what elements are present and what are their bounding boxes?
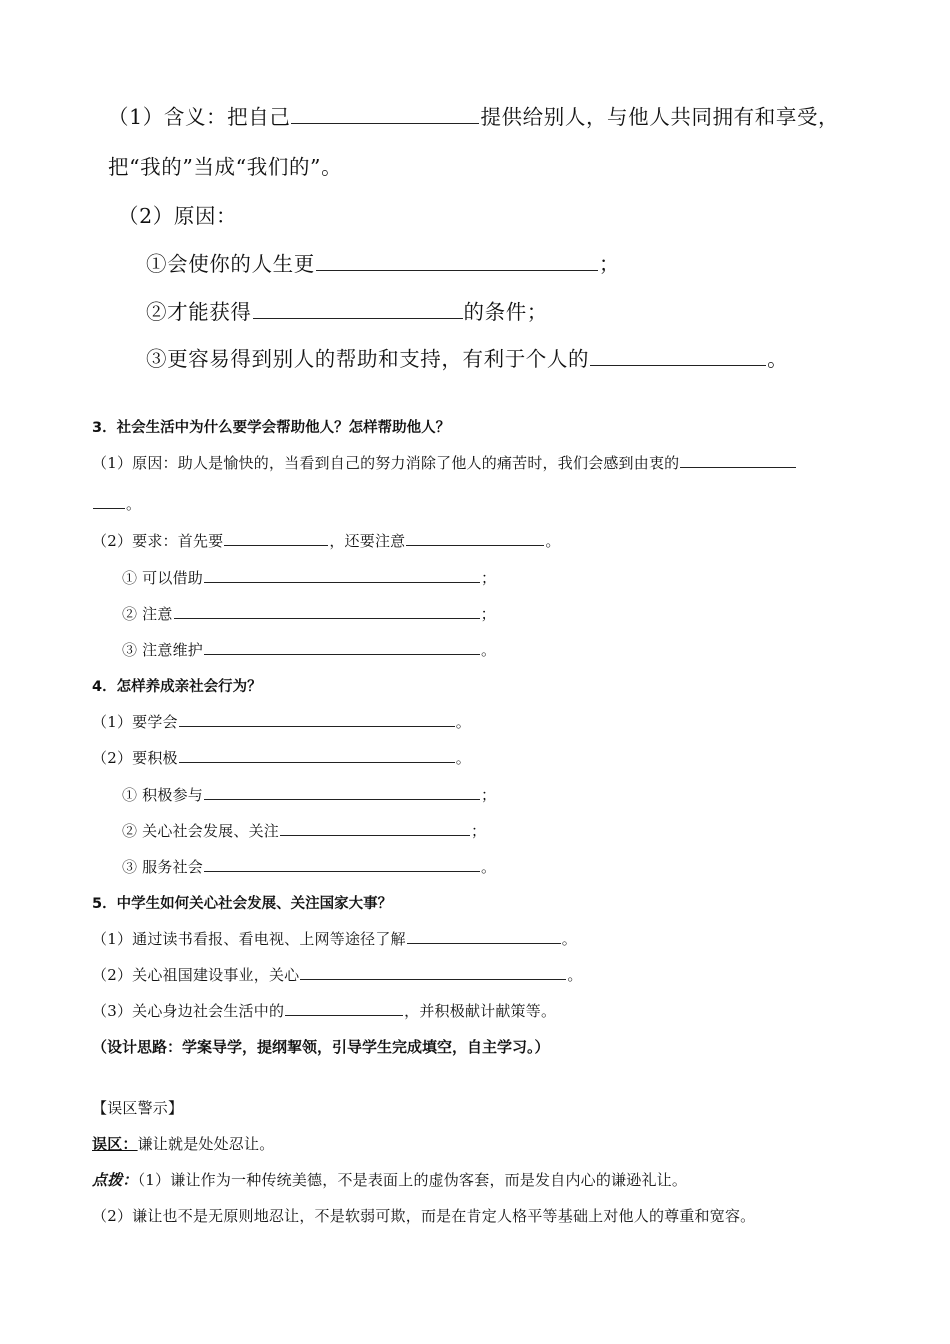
blank-field[interactable]: [179, 711, 455, 727]
blank-field[interactable]: [204, 856, 480, 872]
section-4-item-2: [92, 747, 471, 768]
design-note: （设计思路：学案导学，提纲挈领，引导学生完成填空，自主学习。）: [92, 1038, 550, 1056]
reason-label: （2）原因：: [118, 204, 238, 228]
punctuation: 。: [767, 347, 789, 371]
reason-item-2: [146, 295, 548, 325]
section-5-item-3: [92, 1000, 556, 1021]
requirement-label: （2）要求：首先要: [92, 532, 224, 550]
blank-field[interactable]: [291, 103, 479, 125]
misconception-text: 谦让就是处处忍让。: [137, 1135, 275, 1153]
section-4-heading: 4．怎样养成亲社会行为？: [92, 679, 262, 695]
blank-field[interactable]: [406, 530, 544, 546]
reason-item-1: [146, 247, 620, 277]
reason-text: （1）原因：助人是愉快的，当看到自己的努力消除了他人的痛苦时，我们会感到由衷的: [92, 454, 680, 472]
blank-field[interactable]: [93, 493, 125, 509]
tip-label: 点拨：: [92, 1171, 138, 1189]
blank-field[interactable]: [204, 639, 480, 655]
punctuation: 。: [567, 966, 583, 984]
reason-item-3: [146, 342, 788, 372]
punctuation: 。: [455, 713, 471, 731]
blank-field[interactable]: [285, 1000, 403, 1016]
blank-field[interactable]: [280, 820, 470, 836]
section-5-item-1: [92, 928, 577, 949]
misconception-label: 误区：: [92, 1135, 138, 1153]
blank-field[interactable]: [407, 928, 561, 944]
blank-field[interactable]: [680, 452, 796, 468]
punctuation: 。: [455, 749, 471, 767]
reason-item-label: ③更容易得到别人的帮助和支持，有利于个人的: [146, 347, 590, 371]
warning-title: 【误区警示】: [92, 1099, 184, 1117]
punctuation: 。: [480, 858, 497, 876]
item-label: （3）关心身边社会生活中的: [92, 1002, 285, 1020]
blank-field[interactable]: [224, 530, 328, 546]
reason-item-label: ①会使你的人生更: [146, 252, 315, 276]
section-3-item-2: [122, 603, 496, 624]
blank-field[interactable]: [300, 964, 566, 980]
section-4-sub-1: [122, 784, 496, 805]
item-label: （2）关心祖国建设事业，关心: [92, 966, 300, 984]
item-label: ③ 注意维护: [122, 641, 203, 659]
punctuation: ，并积极献计献策等。: [404, 1002, 557, 1020]
section-4-item-1: [92, 711, 471, 732]
item-label: （1）通过读书看报、看电视、上网等途径了解: [92, 930, 406, 948]
misconception: [92, 1133, 274, 1154]
blank-field[interactable]: [253, 298, 463, 320]
punctuation: ；: [480, 786, 497, 804]
tip-text: （1）谦让作为一种传统美德，不是表面上的虚伪客套，而是发自内心的谦逊礼让。: [137, 1171, 688, 1189]
meaning-line: [108, 100, 839, 130]
section-3-reason-cont: [92, 493, 141, 514]
punctuation: ；: [480, 569, 497, 587]
blank-field[interactable]: [590, 345, 766, 367]
requirement-text: ，还要注意: [329, 532, 406, 550]
meaning-label: （1）含义：把自己: [108, 105, 291, 129]
section-4-sub-3: [122, 856, 496, 877]
meaning-line-2: 把“我的”当成“我们的”。: [108, 155, 343, 179]
punctuation: 。: [480, 641, 497, 659]
section-5-heading: 5．中学生如何关心社会发展、关注国家大事？: [92, 896, 393, 912]
section-3-item-3: [122, 639, 496, 660]
section-3-requirement: [92, 530, 561, 551]
item-label: ② 关心社会发展、关注: [122, 822, 279, 840]
item-label: ① 积极参与: [122, 786, 203, 804]
section-3-reason: [92, 452, 797, 473]
punctuation: 的条件；: [463, 300, 548, 324]
item-label: ① 可以借助: [122, 569, 203, 587]
reason-item-label: ②才能获得: [146, 300, 252, 324]
punctuation: 。: [126, 495, 142, 513]
item-label: ③ 服务社会: [122, 858, 203, 876]
punctuation: 。: [545, 532, 561, 550]
item-label: （1）要学会: [92, 713, 178, 731]
blank-field[interactable]: [204, 784, 480, 800]
blank-field[interactable]: [316, 250, 598, 272]
section-3-heading: 3．社会生活中为什么要学会帮助他人？怎样帮助他人？: [92, 420, 451, 436]
item-label: （2）要积极: [92, 749, 178, 767]
section-5-item-2: [92, 964, 583, 985]
item-label: ② 注意: [122, 605, 173, 623]
tip-2: （2）谦让也不是无原则地忍让，不是软弱可欺，而是在肯定人格平等基础上对他人的尊重和宽容。: [92, 1207, 756, 1225]
section-4-sub-2: [122, 820, 486, 841]
blank-field[interactable]: [179, 747, 455, 763]
punctuation: ；: [598, 252, 620, 276]
blank-field[interactable]: [204, 567, 480, 583]
blank-field[interactable]: [174, 603, 480, 619]
punctuation: 。: [561, 930, 577, 948]
section-3-item-1: [122, 567, 496, 588]
tip-1: [92, 1169, 687, 1190]
punctuation: ；: [470, 822, 487, 840]
meaning-text: 提供给别人，与他人共同拥有和享受，: [480, 105, 840, 129]
punctuation: ；: [480, 605, 496, 623]
